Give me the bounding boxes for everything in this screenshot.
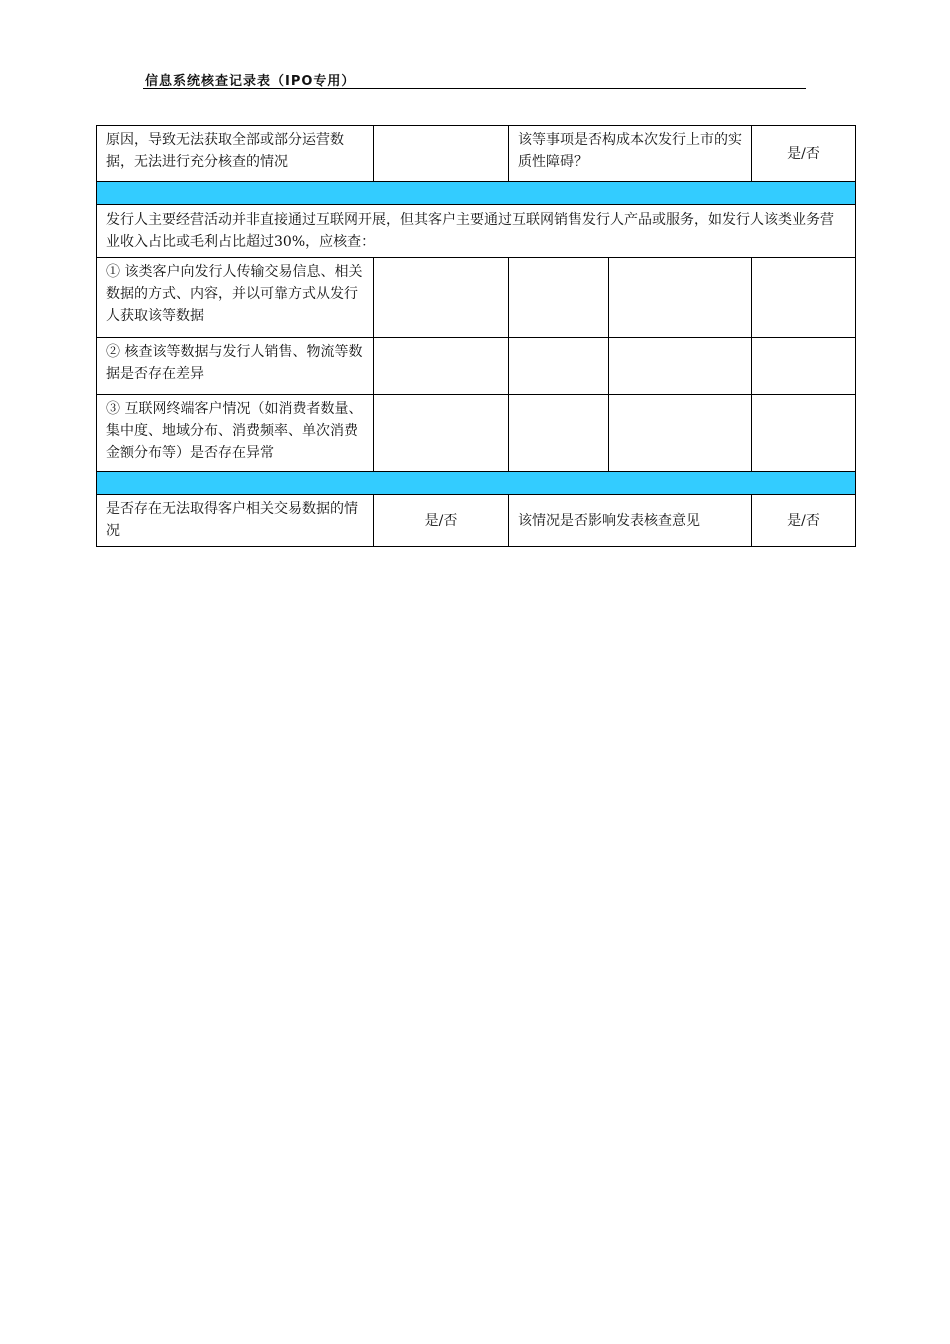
input-cell[interactable] [509, 395, 609, 472]
header-divider [143, 88, 806, 89]
table-row [97, 205, 856, 258]
input-cell[interactable] [509, 258, 609, 338]
input-cell[interactable] [752, 258, 856, 338]
input-cell[interactable] [509, 338, 609, 395]
yes-no-cell[interactable]: 是/否 [752, 495, 856, 547]
section-band-fill [97, 182, 856, 205]
row-label: 是否存在无法取得客户相关交易数据的情况 [97, 495, 374, 547]
input-cell[interactable] [609, 338, 752, 395]
question-cell: 该等事项是否构成本次发行上市的实质性障碍？ [509, 126, 752, 182]
input-cell[interactable] [609, 258, 752, 338]
item-label: ② 核查该等数据与发行人销售、物流等数据是否存在差异 [97, 338, 374, 395]
intro-text: 发行人主要经营活动并非直接通过互联网开展，但其客户主要通过互联网销售发行人产品或服务，如发行人该类业务营业收入占比或毛利占比超过30%，应核查： [97, 205, 856, 258]
question-cell: 该情况是否影响发表核查意见 [509, 495, 752, 547]
input-cell[interactable] [374, 258, 509, 338]
item-label: ① 该类客户向发行人传输交易信息、相关数据的方式、内容，并以可靠方式从发行人获取该等数据 [97, 258, 374, 338]
input-cell[interactable] [374, 338, 509, 395]
verification-table [96, 125, 856, 547]
section-band [97, 472, 856, 495]
input-cell[interactable] [752, 338, 856, 395]
table-row [97, 338, 856, 395]
section-band [97, 182, 856, 205]
table-row [97, 126, 856, 182]
yes-no-cell[interactable]: 是/否 [374, 495, 509, 547]
table-row [97, 495, 856, 547]
table-row [97, 258, 856, 338]
input-cell[interactable] [374, 395, 509, 472]
input-cell[interactable] [609, 395, 752, 472]
row-label: 原因，导致无法获取全部或部分运营数据，无法进行充分核查的情况 [97, 126, 374, 182]
input-cell[interactable] [752, 395, 856, 472]
item-label: ③ 互联网终端客户情况（如消费者数量、集中度、地域分布、消费频率、单次消费金额分布等）是否存在异常 [97, 395, 374, 472]
section-band-fill [97, 472, 856, 495]
table-row [97, 395, 856, 472]
document-title: 信息系统核查记录表（IPO专用） [145, 74, 356, 89]
yes-no-cell[interactable]: 是/否 [752, 126, 856, 182]
value-cell[interactable] [374, 126, 509, 182]
